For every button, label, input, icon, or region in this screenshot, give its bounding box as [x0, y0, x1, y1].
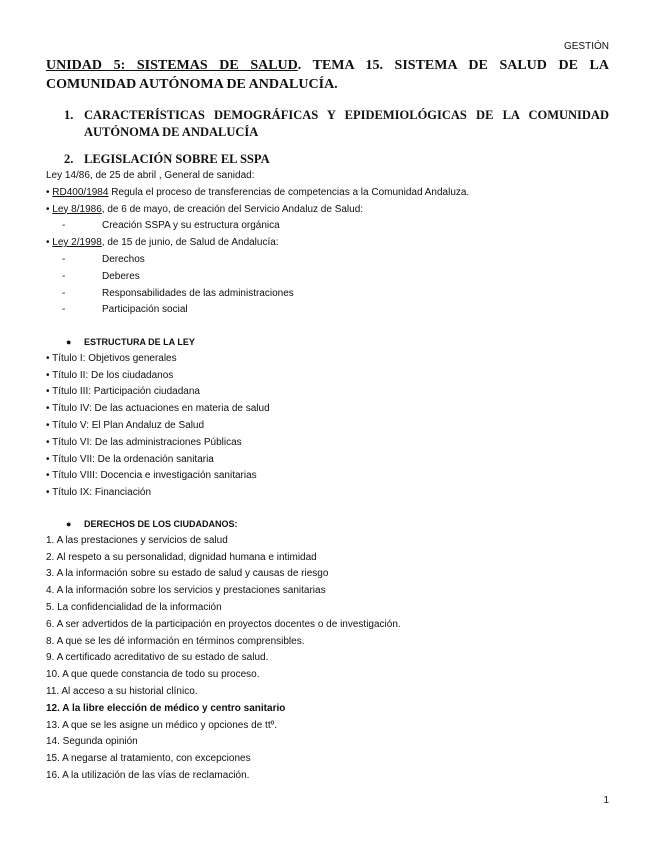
- list-item-text: Título VII: De la ordenación sanitaria: [52, 453, 214, 465]
- section-number: 2.: [64, 152, 74, 166]
- list-item: [46, 566, 616, 583]
- list-item: [46, 684, 616, 701]
- title-unit: UNIDAD 5: SISTEMAS DE SALUD: [46, 58, 298, 73]
- list-item: [46, 734, 616, 751]
- subheading: ● DERECHOS DE LOS CIUDADANOS:: [66, 519, 238, 529]
- sub-item-text: Creación SSPA y su estructura orgánica: [102, 220, 280, 232]
- list-item: • Ley 8/1986, de 6 de mayo, de creación del Servicio Andaluz de Salud:: [46, 203, 364, 215]
- list-item: [46, 533, 616, 550]
- list-item-text: Título IV: De las actuaciones en materia de salud: [52, 403, 270, 415]
- list-item: [46, 368, 616, 385]
- list-item: [46, 667, 616, 684]
- list-item-text: 9. A certificado acreditativo de su estado de salud.: [46, 652, 269, 664]
- list-item: [46, 701, 616, 718]
- list-item-text: 13. A que se les asigne un médico y opciones de ttº.: [46, 719, 278, 731]
- bullet: •: [46, 487, 53, 499]
- bullet: •: [46, 470, 53, 482]
- list-item: [46, 418, 616, 435]
- bullet: -: [62, 253, 66, 265]
- list-item-text: Título II: De los ciudadanos: [52, 369, 174, 381]
- legislation-list: [46, 168, 616, 319]
- list-item: [46, 634, 616, 651]
- list-item-text: Título I: Objetivos generales: [52, 352, 177, 364]
- list-item-text: 15. A negarse al tratamiento, con excepciones: [46, 753, 251, 765]
- list-item: • RD400/1984 Regula el proceso de transferencias de competencias a la Comunidad Andaluza.: [46, 186, 470, 198]
- list-item: [46, 485, 616, 502]
- bullet: -: [62, 304, 66, 316]
- bullet: •: [46, 453, 53, 465]
- page-number: 1: [603, 795, 609, 806]
- list-item: [46, 583, 616, 600]
- bullet: •: [46, 352, 53, 364]
- bullet: -: [62, 287, 66, 299]
- subheading: ● ESTRUCTURA DE LA LEY: [66, 337, 195, 347]
- list-item: [46, 468, 616, 485]
- law-text: , de 15 de junio, de Salud de Andalucía:: [101, 237, 279, 249]
- list-item-text: 11. Al acceso a su historial clínico.: [46, 685, 198, 697]
- estructura-list: [46, 334, 616, 502]
- bullet: •: [46, 403, 53, 415]
- subheading-text: ESTRUCTURA DE LA LEY: [84, 337, 195, 347]
- list-item: [46, 269, 616, 286]
- list-item-text: Título V: El Plan Andaluz de Salud: [52, 419, 205, 431]
- list-item-text: Título VIII: Docencia e investigación sanitarias: [52, 470, 257, 482]
- list-item-text: 12. A la libre elección de médico y centro sanitario: [46, 702, 286, 714]
- bullet: -: [62, 270, 66, 282]
- law-link[interactable]: Ley 2/1998: [52, 237, 102, 249]
- list-item: [46, 650, 616, 667]
- section-title: CARACTERÍSTICAS DEMOGRÁFICAS Y EPIDEMIOLÓGICAS DE LA COMUNIDAD AUTÓNOMA DE ANDALUCÍA: [84, 108, 609, 139]
- list-item-text: Derechos: [102, 253, 145, 265]
- list-item-text: Responsabilidades de las administraciones: [102, 287, 294, 299]
- list-item: [46, 384, 616, 401]
- list-item: [46, 550, 616, 567]
- document-title: [46, 56, 609, 94]
- section-title: LEGISLACIÓN SOBRE EL SSPA: [84, 152, 270, 166]
- title-topic: . TEMA 15. SISTEMA DE SALUD DE LA COMUNIDAD AUTÓNOMA DE ANDALUCÍA.: [46, 58, 609, 92]
- list-item-text: Título IX: Financiación: [52, 487, 152, 499]
- bullet: •: [46, 369, 53, 381]
- list-item-text: 6. A ser advertidos de la participación en proyectos docentes o de investigación.: [46, 618, 401, 630]
- section-heading-2: [64, 152, 270, 167]
- sub-item: - Creación SSPA y su estructura orgánica: [62, 220, 280, 232]
- list-item: [46, 435, 616, 452]
- list-item: [46, 768, 616, 785]
- list-item-text: 16. A la utilización de las vías de reclamación.: [46, 769, 250, 781]
- list-item-text: 1. A las prestaciones y servicios de salud: [46, 534, 228, 546]
- bullet: •: [46, 386, 53, 398]
- list-item: [46, 617, 616, 634]
- derechos-list: [46, 516, 616, 785]
- list-item-text: Título III: Participación ciudadana: [52, 386, 200, 398]
- list-item: [46, 286, 616, 303]
- list-item: [46, 718, 616, 735]
- page-header: GESTIÓN: [563, 41, 609, 52]
- subheading-text: DERECHOS DE LOS CIUDADANOS:: [84, 519, 238, 529]
- law-link[interactable]: Ley 8/1986: [52, 203, 102, 215]
- law-text: Regula el proceso de transferencias de competencias a la Comunidad Andaluza.: [108, 186, 470, 198]
- section-heading-1: [64, 107, 609, 141]
- list-item-text: 5. La confidencialidad de la información: [46, 601, 222, 613]
- law-link[interactable]: RD400/1984: [52, 186, 109, 198]
- list-item: [46, 600, 616, 617]
- list-item-text: Deberes: [102, 270, 140, 282]
- law-text: , de 6 de mayo, de creación del Servicio Andaluz de Salud:: [101, 203, 364, 215]
- list-item: • Ley 2/1998, de 15 de junio, de Salud de Andalucía:: [46, 237, 279, 249]
- bullet: •: [46, 436, 53, 448]
- list-item: [46, 452, 616, 469]
- list-item: [46, 302, 616, 319]
- list-item: [46, 751, 616, 768]
- list-item: [46, 401, 616, 418]
- list-item: [46, 252, 616, 269]
- legislation-intro: Ley 14/86, de 25 de abril , General de sanidad:: [46, 170, 255, 181]
- list-item-text: 2. Al respeto a su personalidad, dignidad humana e intimidad: [46, 551, 317, 563]
- bullet: •: [46, 419, 53, 431]
- list-item-text: 14. Segunda opinión: [46, 736, 138, 748]
- list-item-text: Participación social: [102, 304, 188, 316]
- list-item-text: 8. A que se les dé información en términos comprensibles.: [46, 635, 305, 647]
- list-item-text: Título VI: De las administraciones Públicas: [52, 436, 242, 448]
- list-item-text: 3. A la información sobre su estado de salud y causas de riesgo: [46, 568, 329, 580]
- list-item: [46, 351, 616, 368]
- list-item-text: 10. A que quede constancia de todo su proceso.: [46, 669, 260, 681]
- list-item-text: 4. A la información sobre los servicios y prestaciones sanitarias: [46, 585, 326, 597]
- section-number: 1.: [64, 108, 74, 122]
